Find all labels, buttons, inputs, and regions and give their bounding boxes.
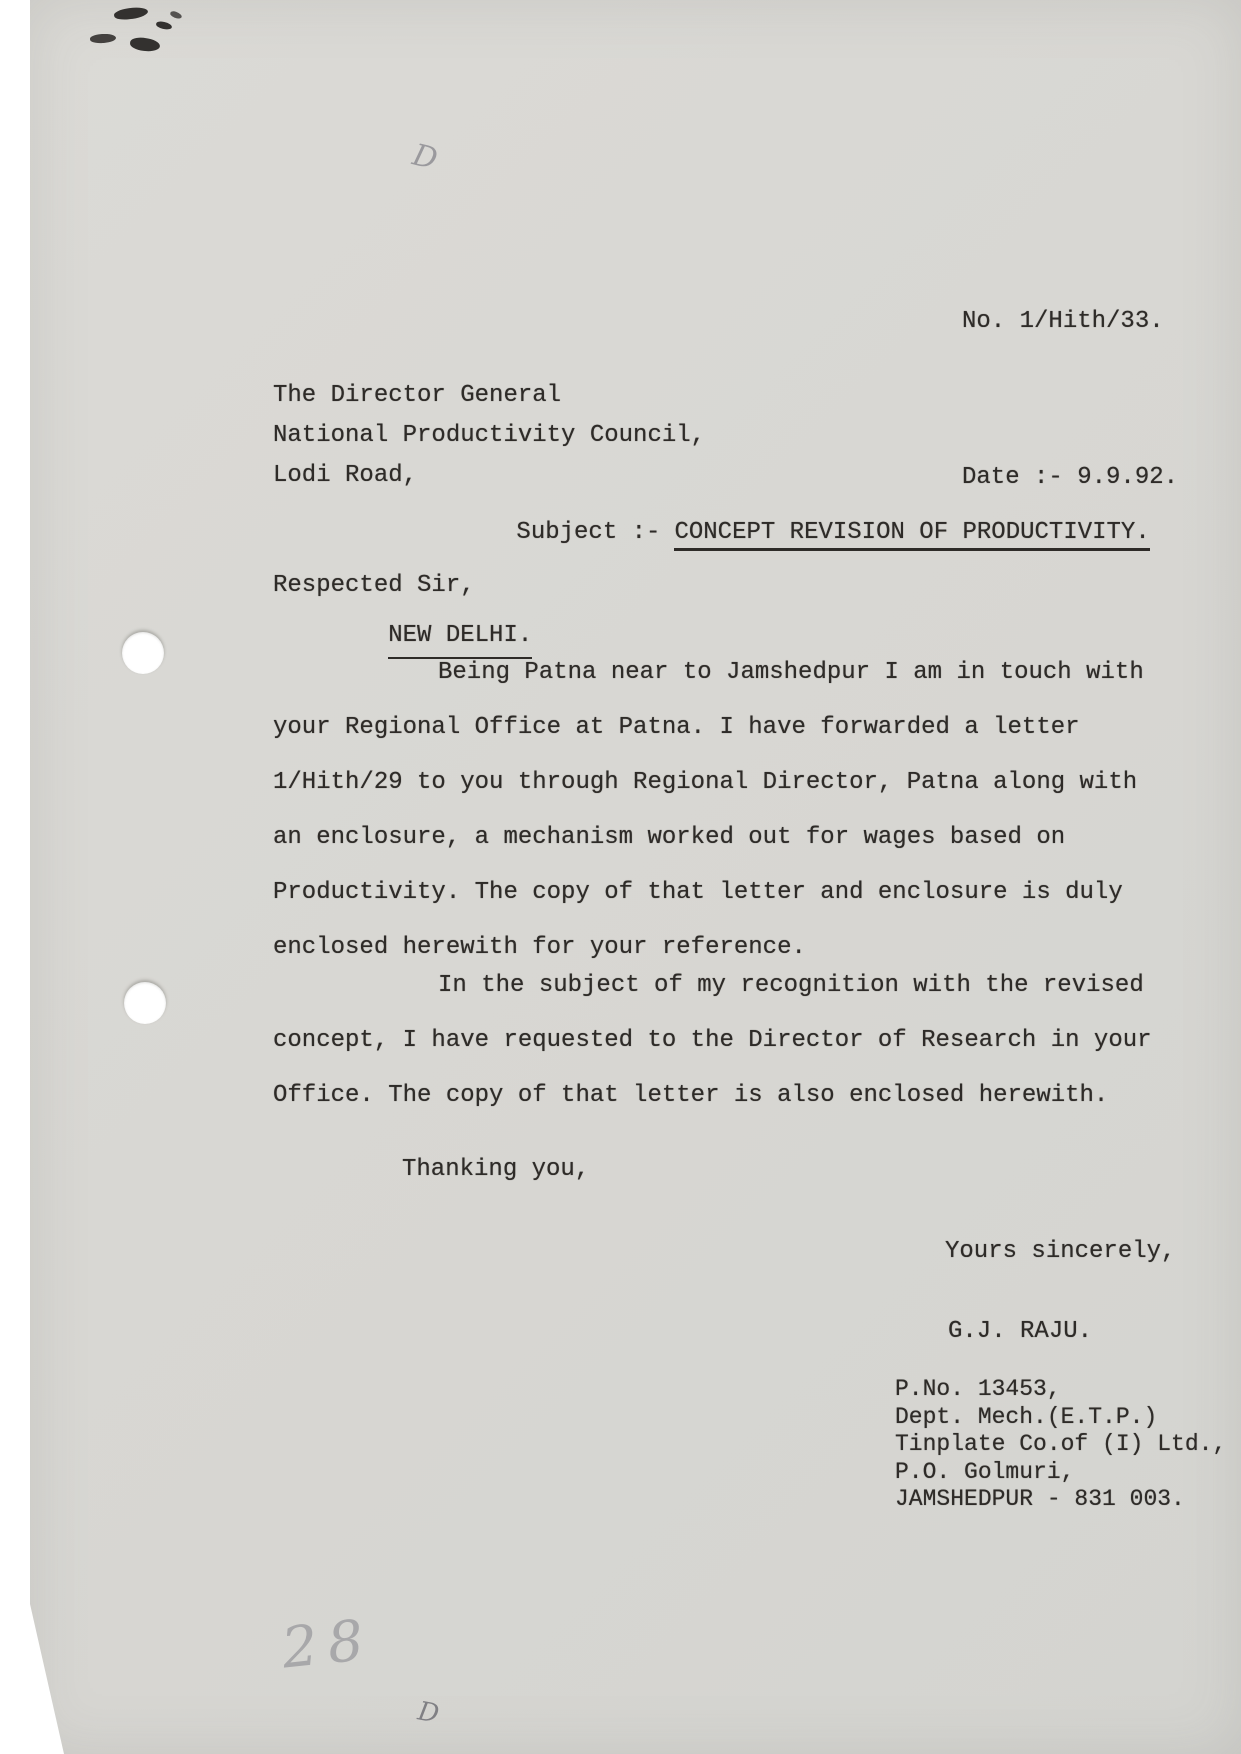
paragraph-line: In the subject of my recognition with the revised — [438, 972, 1144, 999]
ink-smudge — [90, 33, 117, 44]
recipient-city: NEW DELHI. — [388, 616, 532, 659]
handwritten-page-number: 28 — [278, 1607, 377, 1682]
address-line: The Director General — [273, 382, 562, 409]
ink-smudge — [169, 10, 182, 20]
ink-smudge — [129, 36, 160, 52]
ink-smudge — [113, 6, 148, 22]
pencil-mark-top: D — [409, 137, 441, 178]
punch-hole — [124, 982, 166, 1024]
paragraph-line: 1/Hith/29 to you through Regional Director, Patna along with — [273, 769, 1138, 796]
address-line: Lodi Road, — [273, 462, 418, 489]
paragraph-line: your Regional Office at Patna. I have forwarded a letter — [273, 714, 1080, 741]
signatory-name: G.J. RAJU. — [948, 1318, 1093, 1345]
sender-address-line: P.No. 13453, — [895, 1376, 1061, 1402]
sender-address-line: JAMSHEDPUR - 831 003. — [895, 1486, 1185, 1512]
paragraph-line: enclosed herewith for your reference. — [273, 934, 806, 961]
sender-address-line: Dept. Mech.(E.T.P.) — [895, 1403, 1158, 1430]
body-paragraph-1 — [273, 645, 1213, 975]
paragraph-line: concept, I have requested to the Director of Research in your — [273, 1027, 1152, 1054]
punch-hole — [122, 632, 164, 674]
subject-title: CONCEPT REVISION OF PRODUCTIVITY. — [674, 519, 1149, 551]
body-paragraph-2 — [273, 958, 1213, 1123]
sender-address-line: Tinplate Co.of (I) Ltd., — [895, 1431, 1227, 1457]
closing-line: Yours sincerely, — [945, 1238, 1176, 1265]
paragraph-line: Being Patna near to Jamshedpur I am in touch with — [438, 659, 1144, 686]
reference-number: No. 1/Hith/33. — [962, 308, 1164, 335]
paper-sheet — [30, 0, 1241, 1754]
paragraph-line: Productivity. The copy of that letter and enclosure is duly — [273, 879, 1123, 906]
paragraph-line: an enclosure, a mechanism worked out for wages based on — [273, 824, 1066, 851]
scan-corner-edge — [30, 1604, 64, 1754]
sender-address-block — [895, 1376, 1226, 1514]
sender-address-line: P.O. Golmuri, — [895, 1458, 1075, 1485]
pencil-mark-bottom: D — [415, 1696, 442, 1730]
paragraph-line: Office. The copy of that letter is also enclosed herewith. — [273, 1082, 1109, 1109]
ink-smudge — [155, 20, 172, 30]
subject-label: Subject :- — [516, 519, 661, 546]
date-line: Date :- 9.9.92. — [962, 464, 1179, 491]
address-line: National Productivity Council, — [273, 422, 706, 449]
recipient-address-lines — [273, 376, 705, 496]
thanking-line: Thanking you, — [402, 1156, 590, 1183]
subject-line — [430, 492, 1150, 573]
salutation: Respected Sir, — [273, 572, 475, 599]
